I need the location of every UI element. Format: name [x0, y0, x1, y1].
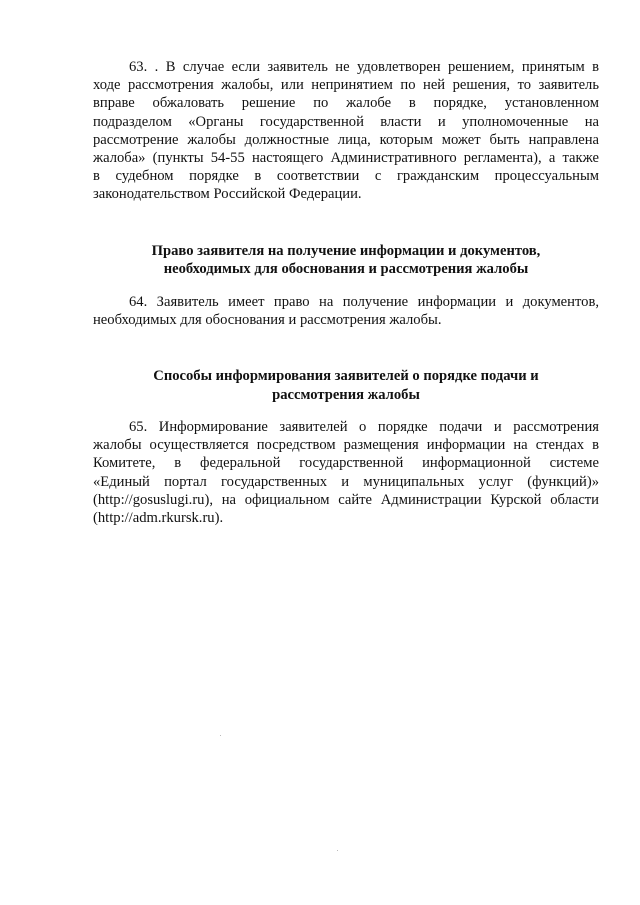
- paragraph-line: ходе рассмотрения жалобы, или непринятием по ней решения, то заявитель: [93, 77, 599, 94]
- paragraph-line: 64. Заявитель имеет право на получение информации и документов,: [129, 293, 599, 310]
- paragraph-line: 65. Информирование заявителей о порядке подачи и рассмотрения: [129, 419, 599, 436]
- paragraph-line: необходимых для обоснования и рассмотрения жалобы.: [93, 311, 442, 328]
- heading-line: необходимых для обоснования и рассмотрения жалобы: [163, 261, 529, 278]
- paragraph-line: в судебном порядке в соответствии с гражданским процессуальным: [93, 168, 599, 185]
- paragraph-line: 63. . В случае если заявитель не удовлетворен решением, принятым в: [129, 59, 599, 75]
- paragraph-line: Комитете, в федеральной государственной информационной системе: [93, 455, 599, 472]
- heading-line: Способы информирования заявителей о порядке подачи и: [153, 368, 539, 385]
- section-heading-complaint-info-right: [93, 242, 599, 279]
- section-heading-informing-methods: [93, 367, 599, 404]
- paragraph-line: (http://gosuslugi.ru), на официальном сайте Администрации Курской области: [93, 491, 599, 508]
- paragraph-line: вправе обжаловать решение по жалобе в порядке, установленном: [93, 95, 599, 112]
- paragraph-line: «Единый портал государственных и муниципальных услуг (функций)»: [93, 473, 599, 490]
- scan-speck: [220, 735, 221, 736]
- paragraph-63: [93, 58, 599, 204]
- paragraph-64: [93, 293, 599, 329]
- heading-line: рассмотрения жалобы: [272, 386, 420, 403]
- scan-speck: [337, 850, 338, 851]
- paragraph-line: жалоба» (пункты 54-55 настоящего Административного регламента), а также: [93, 150, 599, 167]
- paragraph-line: подразделом «Органы государственной власти и уполномоченные на: [93, 113, 599, 130]
- paragraph-line: жалобы осуществляется посредством размещения информации на стендах в: [93, 437, 599, 454]
- paragraph-line: (http://adm.rkursk.ru).: [93, 510, 224, 527]
- document-page: [93, 58, 599, 527]
- paragraph-65: [93, 418, 599, 527]
- heading-line: Право заявителя на получение информации и документов,: [151, 242, 541, 259]
- paragraph-line: законодательством Российской Федерации.: [93, 186, 362, 203]
- paragraph-line: рассмотрение жалобы должностные лица, которым может быть направлена: [93, 131, 599, 148]
